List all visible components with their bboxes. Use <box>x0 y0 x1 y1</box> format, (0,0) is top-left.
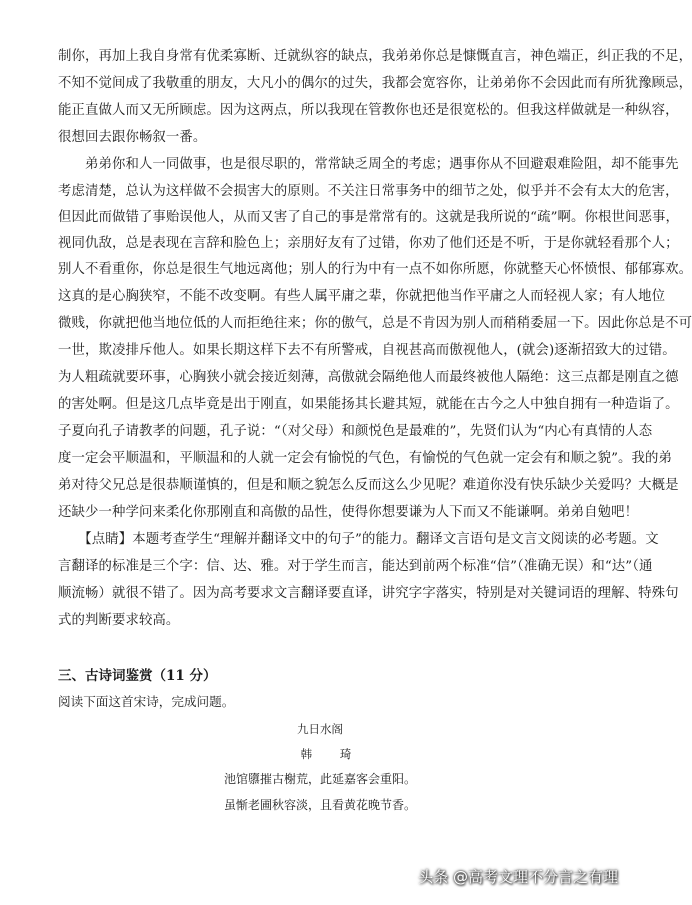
body-line: 还缺少一种学问来柔化你那刚直和高傲的品性，使得你想要谦为人下而又不能谦啊。弟弟自勉吧！ <box>58 505 639 520</box>
body-line: 微贱，你就把他当地位低的人而拒绝往来；你的傲气，总是不肯因为别人而稍稍委屈一下。因此你总是不可 <box>58 316 692 331</box>
body-line: 度一定会平顺温和，平顺温和的人就一定会有愉悦的气色，有愉悦的气色就一定会有和顺之貌”。我的弟 <box>58 451 673 466</box>
body-line: 但因此而做错了事贻误他人，从而又害了自己的事是常常有的。这就是我所说的“疏”啊。你根世间恶事， <box>58 210 679 225</box>
body-line: 为人粗疏就要环事，心胸狭小就会接近刻薄，高傲就会隔绝他人而最终被他人隔绝：这三点都是刚直之德 <box>58 370 679 385</box>
body-line: 子夏向孔子请教孝的问题，孔子说：“（对父母）和颜悦色是最难的”，先贤们认为“内心有真情的人态 <box>58 424 653 439</box>
commentary-line: 顺流畅）就很不错了。因为高考要求文言翻译要直译，讲究字字落实，特别是对关键词语的理解、特殊句 <box>58 586 679 601</box>
section-heading: 三、古诗词鉴赏（11 分） <box>58 668 217 684</box>
body-line: 一世，欺凌排斥他人。如果长期这样下去不有所警戒，自视甚高而傲视他人，(就会)逐渐招致大的过错。 <box>58 343 676 358</box>
commentary-line: 言翻译的标准是三个字：信、达、雅。对于学生而言，能达到前两个标准“信”（准确无误）和“达”（通 <box>58 559 653 574</box>
body-line: 制你，再加上我自身常有优柔寡断、迁就纵容的缺点，我弟弟你总是慷慨直言，神色端正，纠正我的不足， <box>58 49 692 64</box>
body-line: 弟对待父兄总是很恭顺谨慎的，但是和顺之貌怎么反而这么少见呢？难道你没有快乐缺少关爱吗？大概是 <box>58 478 679 493</box>
body-line: 考虑清楚，总认为这样做不会损害大的原则。不关注日常事务中的细节之处，似乎并不会有太大的危害， <box>58 184 679 199</box>
poem-author: 韩 琦 <box>300 747 364 761</box>
poem-line: 虽惭老圃秋容淡，且看黄花晚节香。 <box>223 798 416 812</box>
poem-title: 九日水阁 <box>297 722 343 736</box>
body-line: 这真的是心胸狭窄，不能不改变啊。有些人属平庸之辈，你就把他当作平庸之人而轻视人家；有人地位 <box>58 289 666 304</box>
body-line: 视同仇敌，总是表现在言辞和脸色上；亲朋好友有了过错，你劝了他们还是不听，于是你就轻看那个人； <box>58 236 679 251</box>
poem-line: 池馆隳摧古榭荒，此延嘉客会重阳。 <box>223 772 416 786</box>
watermark: 头条 @高考文理不分言之有理 <box>418 868 618 886</box>
body-line: 很想回去跟你畅叙一番。 <box>58 130 207 145</box>
body-line: 别人不看重你，你总是很生气地远离他；别人的行为中有一点不如你所愿，你就整天心怀愤恨、郁郁寡欢。 <box>58 262 692 277</box>
body-line: 的害处啊。但是这几点毕竟是出于刚直，如果能扬其长避其短，就能在古今之人中独自拥有一种造诣了。 <box>58 397 679 412</box>
commentary-line: 【点睛】本题考查学生“理解并翻译文中的句子”的能力。翻译文言语句是文言文阅读的必考题。文 <box>58 532 659 547</box>
body-line: 不知不觉间成了我敬重的朋友，大凡小的偶尔的过失，我都会宽容你，让弟弟你不会因此而有所犹豫顾忌， <box>58 76 692 91</box>
body-line: 弟弟你和人一同做事，也是很尽职的，常常缺乏周全的考虑；遇事你从不回避艰难险阻，却不能事先 <box>58 157 679 172</box>
instruction-text: 阅读下面这首宋诗，完成问题。 <box>58 694 235 709</box>
body-line: 能正直做人而又无所顾虑。因为这两点，所以我现在管教你也还是很宽松的。但我这样做就是一种纵容， <box>58 103 679 118</box>
commentary-line: 式的判断要求较高。 <box>58 613 180 628</box>
